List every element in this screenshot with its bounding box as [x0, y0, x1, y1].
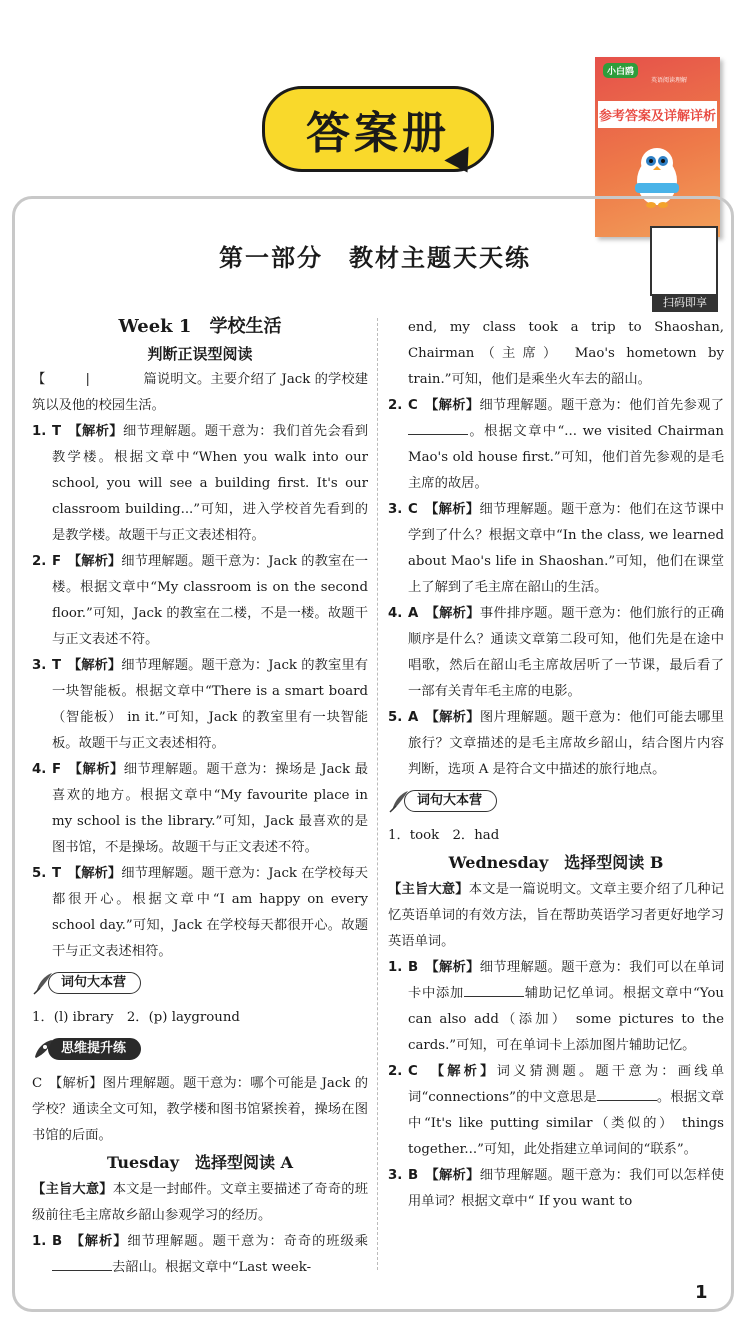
item-body-cont: 。根据文章中“It's like putting similar（类似的） things together...”可知，此处指建立单词间的“联系”。 — [408, 1090, 725, 1157]
item-body: 细节理解题。题干意为：他们首先参观了 — [479, 398, 725, 413]
item-text — [52, 419, 368, 549]
item-tag: B 【解析】 — [52, 1234, 128, 1249]
right-column — [388, 315, 724, 1215]
answer-item — [32, 1229, 368, 1281]
item-number: 5. — [32, 866, 47, 881]
continued-text: end, my class took a trip to Shaoshan, Chairman（主席） Mao's hometown by train.”可知，他们是乘坐火车去的韶山。 — [408, 320, 724, 387]
answer-item — [32, 419, 368, 549]
item-tag: C 【解析】 — [408, 398, 480, 413]
item-body: 细节理解题。题干意为：他们在这节课中学到了什么？根据文章中“In the class, we learned about Mao's life in Shaoshan.”可知，他们在课堂上了解到了毛主席在韶山的生活。 — [408, 502, 725, 595]
item-tag: T 【解析】 — [52, 866, 122, 881]
quill-icon — [388, 789, 410, 813]
answer-item — [388, 1163, 724, 1215]
item-tag: B 【解析】 — [408, 1168, 480, 1183]
thinking-text: C 【解析】图片理解题。题干意为：哪个可能是 Jack 的学校？通读全文可知，教学楼和图书馆紧挨着，操场在图书馆的后面。 — [32, 1076, 368, 1143]
item-text — [408, 497, 724, 601]
item-text — [408, 1059, 724, 1163]
fill-blank — [52, 1256, 112, 1271]
item-text — [52, 861, 368, 965]
vocab-section-label — [388, 789, 497, 813]
vocab-answers: 1．(l) ibrary 2．(p) layground — [32, 1010, 240, 1025]
book-subtitle: 英语阅读理解 — [651, 77, 688, 84]
answer-item — [388, 1059, 724, 1163]
answer-item — [32, 861, 368, 965]
book-title: 参考答案及详解详析 — [598, 101, 717, 128]
book-logo: 小白鸥 — [603, 63, 638, 78]
main-idea-tag: 【主旨大意】 — [388, 882, 469, 897]
main-idea-text: 本文是一篇说明文。文章主要介绍了几种记忆英语单词的有效方法，旨在帮助英语学习者更好地学习英语单词。 — [388, 882, 725, 949]
item-body: 细节理解题。题干意为：我们可以怎样使用单词？根据文章中“ If you want to — [408, 1168, 724, 1209]
item-number: 1. — [32, 1234, 47, 1249]
item-text — [52, 549, 368, 653]
thinking-label: 思维提升练 — [48, 1038, 141, 1060]
item-body-cont: 去韶山。根据文章中“Last week- — [112, 1260, 312, 1275]
item-tag: F 【解析】 — [52, 554, 122, 569]
answer-item — [32, 757, 368, 861]
item-number: 3. — [388, 502, 403, 517]
item-text — [408, 705, 724, 783]
item-tag: A 【解析】 — [408, 606, 480, 621]
item-body-cont: 。根据文章中“... we visited Chairman Mao's old house first.”可知，他们首先参观的是毛主席的故居。 — [408, 424, 724, 491]
item-body: 细节理解题。题干意为：Jack 的教室在一楼。根据文章中“My classroom is on the second floor.”可知，Jack 的教室在二楼，不是一楼。故题干与正文表述不符。 — [52, 554, 368, 647]
item-text — [52, 1229, 368, 1281]
item-body: 图片理解题。题干意为：他们可能去哪里旅行？文章描述的是毛主席故乡韶山，结合图片内容判断，选项 A 是符合文中描述的旅行地点。 — [408, 710, 724, 777]
thinking-section-label — [32, 1037, 141, 1061]
item-number: 1. — [32, 424, 47, 439]
item-text — [408, 601, 724, 705]
fill-blank — [408, 420, 468, 435]
quill-icon — [32, 971, 54, 995]
main-idea-tag: 【主旨大意】 — [32, 1182, 113, 1197]
item-number: 4. — [388, 606, 403, 621]
item-number: 2. — [32, 554, 47, 569]
item-body: 细节理解题。题干意为：我们可以在单词卡中添加 — [408, 960, 724, 1001]
item-text — [408, 1163, 724, 1215]
item-body: 细节理解题。题干意为：操场是 Jack 最喜欢的地方。根据文章中“My favourite place in my school is the library.”可知，Jack 最喜欢的是图书馆，不是操场。故题干与正文表述不符。 — [52, 762, 369, 855]
answer-item — [388, 393, 724, 497]
answer-item — [388, 955, 724, 1059]
item-number: 4. — [32, 762, 47, 777]
item-body-cont: 辅助记忆单词。根据文章中“You can also add（添加） some pictures to the cards.”可知，可在单词卡上添加图片辅助记忆。 — [408, 986, 724, 1053]
answer-item — [32, 653, 368, 757]
tuesday-title: Tuesday 选择型阅读 A — [106, 1153, 294, 1172]
item-body: 词义猜测题。题干意为：画线单词“connections”的中文意思是 — [408, 1064, 725, 1105]
item-number: 5. — [388, 710, 403, 725]
page-number: 1 — [695, 1282, 708, 1303]
item-tag: C 【解析】 — [408, 502, 480, 517]
item-body: 细节理解题。题干意为：Jack 在学校每天都很开心。根据文章中“I am happy on every school day.”可知，Jack 在学校每天都很开心。故题干与正文表述相符。 — [52, 866, 368, 959]
answer-item — [388, 705, 724, 783]
item-tag: B 【解析】 — [408, 960, 480, 975]
left-column — [32, 315, 368, 1281]
item-tag: F 【解析】 — [52, 762, 124, 777]
item-text — [52, 757, 368, 861]
item-body: 细节理解题。题干意为：奇奇的班级乘 — [127, 1234, 368, 1249]
item-tag: C 【解析】 — [408, 1064, 497, 1079]
column-divider — [377, 318, 378, 1270]
item-body: 细节理解题。题干意为：我们首先会看到教学楼。根据文章中“When you walk into our school, you will see a building first. It's our classroom building...”可知，进入学校首先看到的是教学楼。故题干与正文表述相符。 — [52, 424, 369, 543]
answer-item — [388, 497, 724, 601]
item-body: 细节理解题。题干意为：Jack 的教室里有一块智能板。根据文章中“There is a smart board（智能板） in it.”可知，Jack 的教室里有一块智能板。故题干与正文表述相符。 — [52, 658, 368, 751]
item-text — [52, 653, 368, 757]
vocab-answers: 1．took 2．had — [388, 828, 500, 843]
item-tag: A 【解析】 — [408, 710, 480, 725]
fill-blank — [597, 1086, 657, 1101]
wednesday-title: Wednesday 选择型阅读 B — [448, 853, 664, 872]
item-tag: T 【解析】 — [52, 658, 122, 673]
tuesday-main-idea — [32, 1177, 368, 1229]
answer-item — [388, 601, 724, 705]
rocket-icon — [32, 1037, 54, 1061]
part-title: 第一部分 教材主题天天练 — [219, 244, 531, 272]
item-number: 3. — [32, 658, 47, 673]
qr-label: 扫码即享 — [652, 294, 718, 312]
week-title: Week 1 学校生活 — [118, 316, 282, 337]
item-number: 1. — [388, 960, 403, 975]
item-number: 2. — [388, 1064, 403, 1079]
vocab-label: 词句大本营 — [48, 972, 141, 994]
item-number: 3. — [388, 1168, 403, 1183]
item-body: 事件排序题。题干意为：他们旅行的正确顺序是什么？通读文章第二段可知，他们先是在途中唱歌，然后在韶山毛主席故居听了一节课，最后看了一部有关青年毛主席的电影。 — [408, 606, 724, 699]
vocab-section-label — [32, 971, 141, 995]
item-tag: T 【解析】 — [52, 424, 123, 439]
item-number: 2. — [388, 398, 403, 413]
wednesday-main-idea — [388, 877, 724, 955]
section-title: 判断正误型阅读 — [147, 345, 253, 363]
fill-blank — [464, 982, 524, 997]
answer-book-badge: 答案册 — [262, 86, 494, 172]
vocab-label: 词句大本营 — [404, 790, 497, 812]
item-text — [408, 393, 724, 497]
intro-text: 【 | 篇说明文。主要介绍了 Jack 的学校建筑以及他的校园生活。 — [32, 372, 368, 413]
answer-item — [32, 549, 368, 653]
main-idea-text: 本文是一封邮件。文章主要描述了奇奇的班级前往毛主席故乡韶山参观学习的经历。 — [32, 1182, 369, 1223]
item-text — [408, 955, 724, 1059]
